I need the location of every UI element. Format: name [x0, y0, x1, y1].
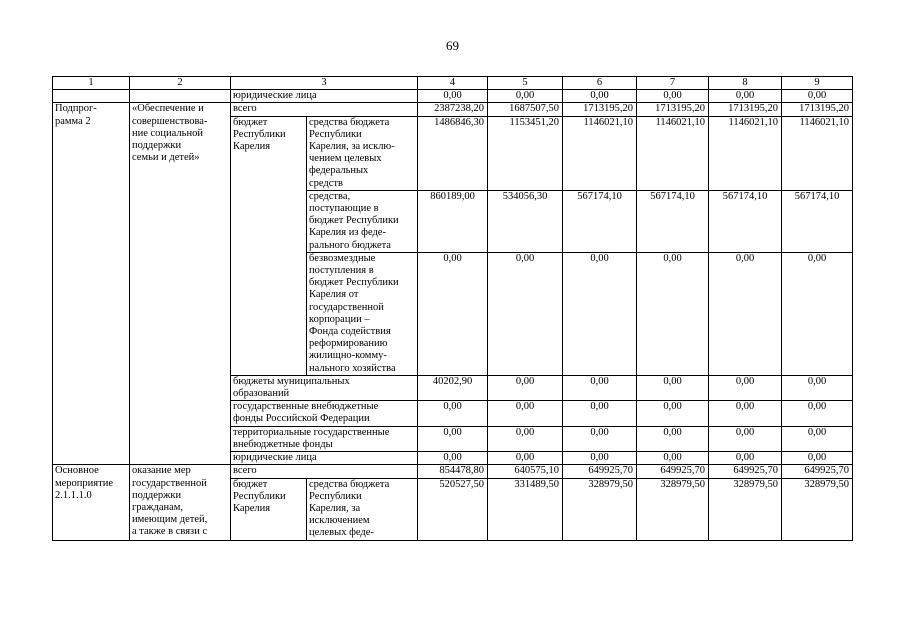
- value-cell: 1146021,10: [709, 116, 782, 190]
- value-cell: 0,00: [709, 401, 782, 426]
- value-cell: 0,00: [709, 252, 782, 375]
- header-cell: 3: [231, 77, 418, 90]
- header-cell: 7: [637, 77, 709, 90]
- value-cell: 649925,70: [637, 465, 709, 478]
- value-cell: 0,00: [488, 375, 563, 400]
- value-cell: 534056,30: [488, 190, 563, 252]
- value-cell: 1153451,20: [488, 116, 563, 190]
- value-cell: 0,00: [488, 90, 563, 103]
- value-cell: 1713195,20: [563, 103, 637, 116]
- value-cell: 0,00: [782, 375, 853, 400]
- header-cell: 1: [53, 77, 130, 90]
- value-cell: 0,00: [418, 452, 488, 465]
- budget-source-label: бюджет Республики Карелия: [231, 478, 307, 540]
- value-cell: 0,00: [782, 401, 853, 426]
- value-cell: 40202,90: [418, 375, 488, 400]
- table-row: [53, 103, 853, 116]
- value-cell: 0,00: [637, 252, 709, 375]
- value-cell: 0,00: [637, 452, 709, 465]
- value-cell: 1146021,10: [637, 116, 709, 190]
- value-cell: 1713195,20: [782, 103, 853, 116]
- value-cell: 0,00: [709, 375, 782, 400]
- activity-name: Основное мероприятие 2.1.1.1.0: [53, 465, 130, 540]
- header-cell: 8: [709, 77, 782, 90]
- value-cell: 567174,10: [637, 190, 709, 252]
- table-row: [53, 90, 853, 103]
- value-cell: 0,00: [782, 426, 853, 451]
- row-label: бюджеты муниципальных образований: [231, 375, 418, 400]
- value-cell: 0,00: [563, 375, 637, 400]
- value-cell: 328979,50: [709, 478, 782, 540]
- value-cell: 1687507,50: [488, 103, 563, 116]
- value-cell: 860189,00: [418, 190, 488, 252]
- row-label: всего: [231, 103, 418, 116]
- value-cell: 331489,50: [488, 478, 563, 540]
- value-cell: 0,00: [563, 90, 637, 103]
- value-cell: 567174,10: [709, 190, 782, 252]
- value-cell: 0,00: [563, 426, 637, 451]
- value-cell: 0,00: [709, 452, 782, 465]
- header-cell: 2: [130, 77, 231, 90]
- value-cell: 0,00: [563, 401, 637, 426]
- row-label: средства бюджета Республики Карелия, за исключением целевых феде-: [307, 478, 418, 540]
- value-cell: 0,00: [488, 452, 563, 465]
- value-cell: 0,00: [637, 426, 709, 451]
- value-cell: 0,00: [782, 90, 853, 103]
- value-cell: 0,00: [709, 426, 782, 451]
- table-header-row: [53, 77, 853, 90]
- value-cell: 567174,10: [563, 190, 637, 252]
- value-cell: 328979,50: [563, 478, 637, 540]
- value-cell: 649925,70: [709, 465, 782, 478]
- value-cell: 0,00: [782, 452, 853, 465]
- value-cell: 0,00: [637, 401, 709, 426]
- value-cell: 2387238,20: [418, 103, 488, 116]
- value-cell: 0,00: [418, 401, 488, 426]
- row-label: юридические лица: [231, 90, 418, 103]
- value-cell: 0,00: [563, 452, 637, 465]
- header-cell: 9: [782, 77, 853, 90]
- value-cell: 0,00: [782, 252, 853, 375]
- value-cell: 640575,10: [488, 465, 563, 478]
- page-number: 69: [446, 38, 459, 53]
- subprogram-title: «Обеспечение и совершенствова- ние социальной поддержки семьи и детей»: [130, 103, 231, 465]
- value-cell: 1486846,30: [418, 116, 488, 190]
- value-cell: 520527,50: [418, 478, 488, 540]
- value-cell: 0,00: [709, 90, 782, 103]
- value-cell: 1146021,10: [563, 116, 637, 190]
- row-label: всего: [231, 465, 418, 478]
- value-cell: 0,00: [637, 90, 709, 103]
- row-label: средства бюджета Республики Карелия, за исклю- чением целевых федеральных средств: [307, 116, 418, 190]
- value-cell: 0,00: [488, 401, 563, 426]
- row-label: средства, поступающие в бюджет Республики Карелия из феде- рального бюджета: [307, 190, 418, 252]
- value-cell: 854478,80: [418, 465, 488, 478]
- value-cell: 1146021,10: [782, 116, 853, 190]
- value-cell: 649925,70: [563, 465, 637, 478]
- table-row: [53, 465, 853, 478]
- value-cell: 328979,50: [782, 478, 853, 540]
- value-cell: 567174,10: [782, 190, 853, 252]
- value-cell: 0,00: [488, 252, 563, 375]
- row-label: юридические лица: [231, 452, 418, 465]
- row-label: государственные внебюджетные фонды Российской Федерации: [231, 401, 418, 426]
- budget-table: [52, 76, 853, 541]
- activity-title: оказание мер государственной поддержки гражданам, имеющим детей, а также в связи с: [130, 465, 231, 540]
- value-cell: 0,00: [418, 426, 488, 451]
- budget-source-label: бюджет Республики Карелия: [231, 116, 307, 375]
- value-cell: 0,00: [637, 375, 709, 400]
- row-label: безвозмездные поступления в бюджет Республики Карелия от государственной корпорации – Фонда содействия реформированию жилищно-комму- нального хозяйства: [307, 252, 418, 375]
- header-cell: 4: [418, 77, 488, 90]
- value-cell: 328979,50: [637, 478, 709, 540]
- value-cell: 0,00: [418, 252, 488, 375]
- value-cell: 0,00: [418, 90, 488, 103]
- row-label: территориальные государственные внебюджетные фонды: [231, 426, 418, 451]
- header-cell: 6: [563, 77, 637, 90]
- subprogram-name: Подпрог- рамма 2: [53, 103, 130, 465]
- value-cell: 0,00: [563, 252, 637, 375]
- value-cell: 1713195,20: [709, 103, 782, 116]
- value-cell: 649925,70: [782, 465, 853, 478]
- value-cell: 1713195,20: [637, 103, 709, 116]
- value-cell: 0,00: [488, 426, 563, 451]
- header-cell: 5: [488, 77, 563, 90]
